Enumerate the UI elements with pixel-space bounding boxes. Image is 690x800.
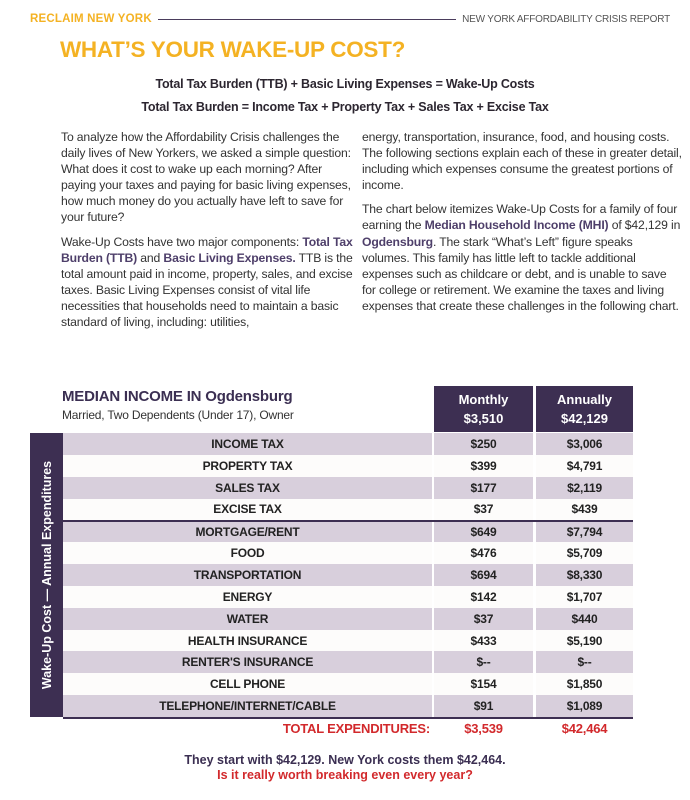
row-item: PROPERTY TAX — [63, 455, 432, 477]
table-row — [63, 455, 633, 477]
table-row — [63, 586, 633, 608]
text: The chart below itemizes Wake-Up Costs for a family of four earning the — [362, 202, 678, 233]
body-column-left — [61, 129, 353, 338]
text: TTB is the total amount paid in income, property, sales, and excise taxes. Basic Living Expenses consist of vital life necessities that households need to maintain a basic standard of living, including: utilities, — [61, 250, 353, 330]
table-subtitle: Married, Two Dependents (Under 17), Owner — [62, 408, 294, 422]
row-annual: $3,006 — [536, 433, 633, 455]
table-title: MEDIAN INCOME IN Ogdensburg — [62, 388, 293, 405]
brand-name: RECLAIM NEW YORK — [30, 13, 152, 25]
row-annual: $1,707 — [536, 586, 633, 608]
report-title: NEW YORK AFFORDABILITY CRISIS REPORT — [462, 13, 670, 25]
row-annual: $2,119 — [536, 477, 633, 499]
closing-statement: They start with $42,129. New York costs them $42,464. — [184, 753, 506, 767]
row-item: FOOD — [63, 542, 432, 564]
row-item: CELL PHONE — [63, 673, 432, 695]
table-row — [63, 433, 633, 455]
row-annual: $1,850 — [536, 673, 633, 695]
row-annual: $7,794 — [536, 522, 633, 542]
row-item: INCOME TAX — [63, 433, 432, 455]
formula-total-tax-burden: Total Tax Burden = Income Tax + Property Tax + Sales Tax + Excise Tax — [141, 100, 549, 114]
row-item: HEALTH INSURANCE — [63, 630, 432, 652]
row-item: SALES TAX — [63, 477, 432, 499]
table-row — [63, 630, 633, 652]
highlight-ttb: Total Tax Burden (TTB) — [61, 234, 353, 265]
annual-label: Annually — [557, 392, 612, 407]
row-monthly: $476 — [434, 542, 533, 564]
table-row — [63, 651, 633, 673]
row-monthly: $142 — [434, 586, 533, 608]
total-monthly: $3,539 — [464, 721, 503, 736]
row-annual: $8,330 — [536, 564, 633, 586]
row-annual: $5,190 — [536, 630, 633, 652]
closing-question: Is it really worth breaking even every year? — [217, 768, 473, 782]
page-title: WHAT’S YOUR WAKE-UP COST? — [60, 37, 406, 62]
table-row — [63, 564, 633, 586]
header-monthly — [434, 386, 533, 432]
annual-income: $42,129 — [561, 411, 608, 426]
row-item: TRANSPORTATION — [63, 564, 432, 586]
table-row — [63, 520, 633, 542]
side-label: Wake-Up Cost — Annual Expenditures — [39, 460, 54, 690]
row-item: MORTGAGE/RENT — [63, 522, 432, 542]
text: and — [137, 250, 164, 265]
body-column-right — [362, 129, 682, 322]
formula-wake-up-costs: Total Tax Burden (TTB) + Basic Living Expenses = Wake-Up Costs — [155, 77, 535, 91]
row-annual: $4,791 — [536, 455, 633, 477]
row-item: EXCISE TAX — [63, 499, 432, 521]
row-monthly: $37 — [434, 499, 533, 521]
row-annual: $439 — [536, 499, 633, 521]
row-item: ENERGY — [63, 586, 432, 608]
row-item: RENTER'S INSURANCE — [63, 651, 432, 673]
row-item: WATER — [63, 608, 432, 630]
row-monthly: $177 — [434, 477, 533, 499]
row-monthly: $694 — [434, 564, 533, 586]
table-row — [63, 608, 633, 630]
table-row — [63, 695, 633, 717]
row-annual: $5,709 — [536, 542, 633, 564]
row-monthly: $154 — [434, 673, 533, 695]
row-monthly: $250 — [434, 433, 533, 455]
row-monthly: $-- — [434, 651, 533, 673]
paragraph-components — [61, 234, 353, 331]
monthly-income: $3,510 — [463, 411, 504, 426]
row-annual: $-- — [536, 651, 633, 673]
row-monthly: $399 — [434, 455, 533, 477]
row-monthly: $91 — [434, 695, 533, 717]
table-bottom-rule — [63, 717, 633, 719]
row-annual: $440 — [536, 608, 633, 630]
page-header — [30, 11, 670, 27]
paragraph-continued: energy, transportation, insurance, food, and housing costs. The following sections explain each of these in greater detail, including which expenses consume the greatest portions of income. — [362, 130, 682, 193]
table-row — [63, 499, 633, 521]
paragraph-chart-intro — [362, 201, 682, 314]
row-monthly: $433 — [434, 630, 533, 652]
text: Wake-Up Costs have two major components: — [61, 234, 303, 249]
expenditure-table — [63, 433, 633, 717]
header-divider — [158, 19, 456, 20]
highlight-mhi: Median Household Income (MHI) — [424, 218, 609, 233]
total-annual: $42,464 — [561, 721, 608, 736]
row-monthly: $649 — [434, 522, 533, 542]
total-label: TOTAL EXPENDITURES: — [282, 721, 430, 736]
table-row — [63, 673, 633, 695]
text: . The stark “What’s Left” figure speaks volumes. This family has little left to tackle additional expenses such as childcare or debt, and is unable to save for college or retirement. We examine the taxes and living expenses that create these challenges in the following chart. — [362, 234, 679, 313]
table-row — [63, 542, 633, 564]
side-label-bar — [30, 433, 63, 717]
row-item: TELEPHONE/INTERNET/CABLE — [63, 695, 432, 717]
row-monthly: $37 — [434, 608, 533, 630]
highlight-city: Ogdensburg — [362, 234, 433, 249]
highlight-basic-living: Basic Living Expenses. — [163, 250, 296, 265]
paragraph-intro: To analyze how the Affordability Crisis challenges the daily lives of New Yorkers, we asked a simple question: What does it cost to wake up each morning? After paying your taxes and paying for basic living expenses, how much money do you actually have left to save for your future? — [61, 130, 351, 225]
text: of $42,129 in — [608, 218, 681, 233]
monthly-label: Monthly — [458, 392, 509, 407]
table-row — [63, 477, 633, 499]
row-annual: $1,089 — [536, 695, 633, 717]
header-annually — [536, 386, 633, 432]
